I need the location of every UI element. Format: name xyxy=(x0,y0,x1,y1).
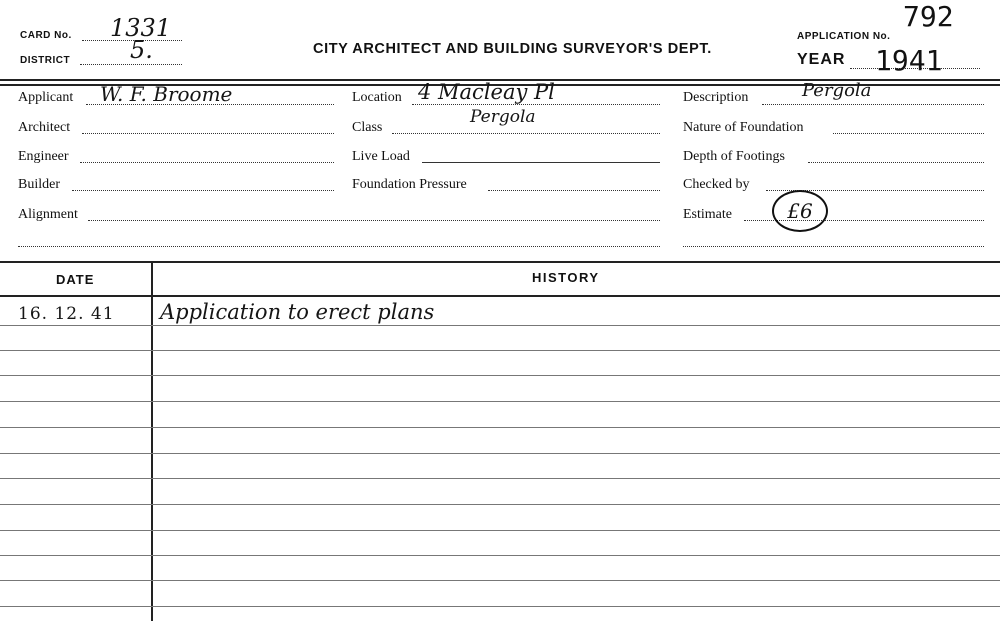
live-load-label: Live Load xyxy=(352,149,410,164)
description-value: Pergola xyxy=(802,80,872,101)
history-top-border xyxy=(0,261,1000,263)
checked-by-label: Checked by xyxy=(683,177,750,192)
history-header-border xyxy=(0,295,1000,297)
dept-title: CITY ARCHITECT AND BUILDING SURVEYOR'S DEPT. xyxy=(313,41,712,57)
estimate-value: £6 xyxy=(772,190,828,232)
card-no-value: 1331 xyxy=(110,14,172,42)
district-label: DISTRICT xyxy=(20,55,71,66)
applicant-value: W. F. Broome xyxy=(100,82,233,106)
application-no-value: 792 xyxy=(903,0,954,33)
date-column-divider xyxy=(151,262,153,621)
application-no-label: APPLICATION No. xyxy=(797,31,891,42)
year-value: 1941 xyxy=(875,44,943,77)
applicant-label: Applicant xyxy=(18,90,74,105)
engineer-label: Engineer xyxy=(18,149,69,164)
history-row-1-entry: Application to erect plans xyxy=(160,300,435,324)
nature-of-foundation-label: Nature of Foundation xyxy=(683,120,804,135)
location-label: Location xyxy=(352,90,402,105)
history-row-1-date: 16. 12. 41 xyxy=(18,304,115,324)
year-label: YEAR xyxy=(797,51,846,68)
depth-of-footings-label: Depth of Footings xyxy=(683,149,785,164)
class-label: Class xyxy=(352,120,383,135)
description-label: Description xyxy=(683,90,749,105)
class-value: Pergola xyxy=(470,107,536,127)
alignment-label: Alignment xyxy=(18,207,78,222)
estimate-label: Estimate xyxy=(683,207,732,222)
district-value: 5. xyxy=(130,36,153,64)
location-value: 4 Macleay Pl xyxy=(418,80,555,104)
builder-label: Builder xyxy=(18,177,60,192)
card-no-label: CARD No. xyxy=(20,30,72,41)
date-header: DATE xyxy=(56,272,95,287)
history-header: HISTORY xyxy=(532,270,600,285)
architect-label: Architect xyxy=(18,120,71,135)
foundation-pressure-label: Foundation Pressure xyxy=(352,177,467,192)
